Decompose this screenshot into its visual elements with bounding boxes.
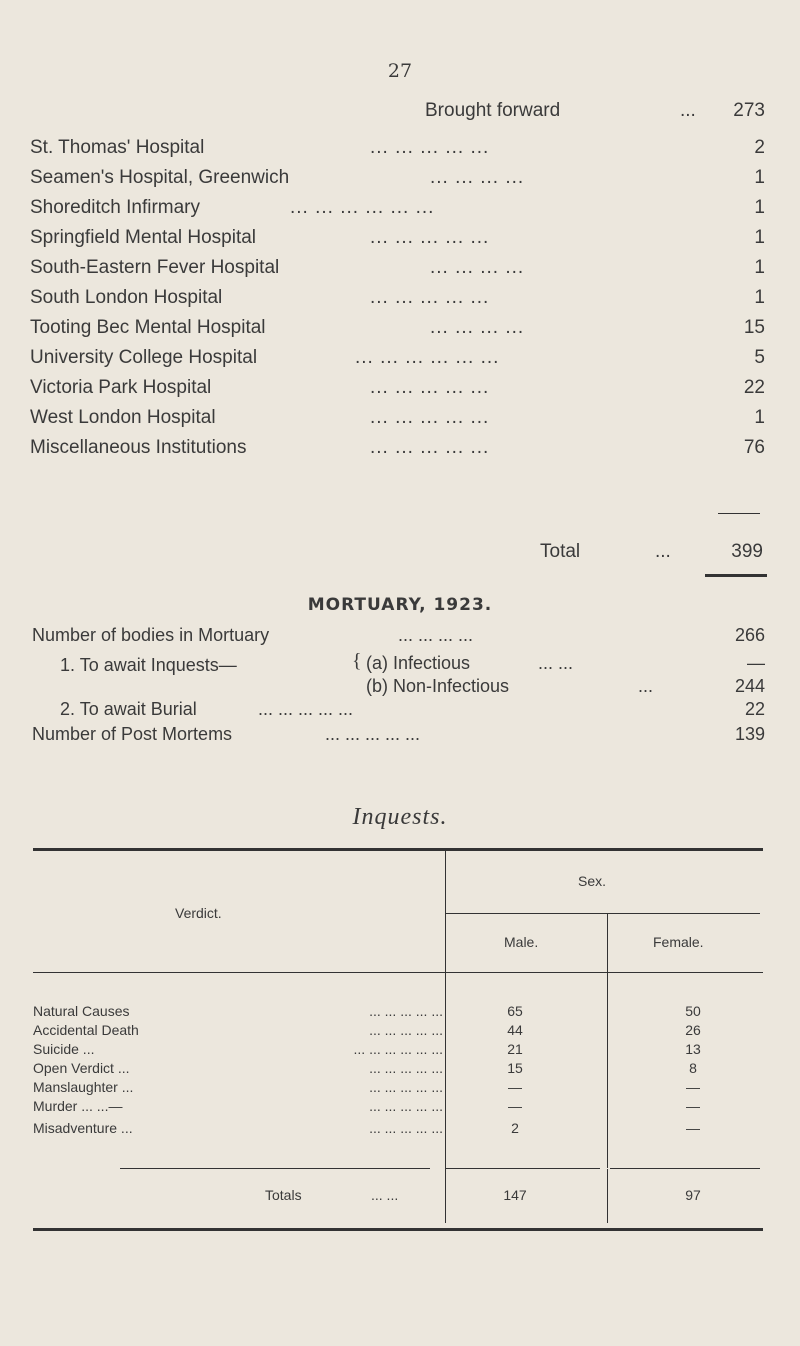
brace-icon: { <box>352 650 362 672</box>
female-cell: 13 <box>685 1041 701 1057</box>
hospital-name: Victoria Park Hospital <box>30 377 212 398</box>
leader-dots: ... ... ... ... ... <box>370 137 490 158</box>
male-cell: 2 <box>511 1120 519 1136</box>
mortuary-title: MORTUARY, 1923. <box>307 595 493 615</box>
hospital-row <box>30 317 765 347</box>
female-header: Female. <box>653 934 704 950</box>
leader-dots: ... ... ... ... ... <box>370 407 490 428</box>
verdict-cell: Suicide ... <box>33 1041 95 1057</box>
hospital-name: University College Hospital <box>30 347 258 368</box>
hospital-count: 2 <box>754 137 765 158</box>
noninfectious-label: (b) Non-Infectious <box>366 676 510 696</box>
female-cell: 26 <box>685 1022 701 1038</box>
hospital-count: 1 <box>754 197 765 218</box>
verdict-cell: Misadventure ... <box>33 1120 133 1136</box>
sex-header: Sex. <box>578 873 607 889</box>
verdict-cell: Accidental Death <box>33 1022 139 1038</box>
leader-dots: ... ... ... ... ... <box>258 699 354 719</box>
totals-row <box>33 1187 763 1203</box>
hospital-row <box>30 287 765 317</box>
leader-dots: ... ... ... ... <box>430 257 525 278</box>
table-row <box>33 1098 763 1114</box>
column-divider <box>445 851 446 973</box>
leader-dots: ... ... ... ... ... ... <box>353 1041 443 1057</box>
hospital-count: 5 <box>754 347 765 368</box>
hospital-row <box>30 347 765 377</box>
infectious-label: (a) Infectious <box>366 653 471 673</box>
hospital-count: 22 <box>743 377 765 398</box>
hospital-name: South London Hospital <box>30 287 223 308</box>
table-row <box>33 1041 763 1057</box>
male-cell: — <box>508 1079 522 1095</box>
leader-dots: ... ... ... ... ... <box>369 1060 443 1076</box>
leader-dots: ... ... ... ... ... <box>369 1079 443 1095</box>
hospital-name: South-Eastern Fever Hospital <box>30 257 280 278</box>
hospital-name: St. Thomas' Hospital <box>30 137 205 158</box>
female-cell: — <box>686 1120 700 1136</box>
leader-dots: ... ... ... ... ... <box>325 724 421 744</box>
hospital-count: 15 <box>743 317 765 338</box>
postmortems-value: 139 <box>734 724 765 744</box>
male-cell: 65 <box>507 1003 523 1019</box>
hospital-count: 76 <box>743 437 765 458</box>
hospital-name: Springfield Mental Hospital <box>30 227 257 248</box>
leader-dots: ... ... ... ... ... ... <box>290 197 435 218</box>
sex-divider <box>607 914 608 973</box>
hospital-row <box>30 137 765 167</box>
hospital-row <box>30 257 765 287</box>
sex-header-rule <box>445 913 760 914</box>
table-row <box>33 1120 763 1136</box>
bodies-label: Number of bodies in Mortuary <box>32 625 270 645</box>
hospital-name: Tooting Bec Mental Hospital <box>30 317 266 338</box>
noninfectious-value: 244 <box>734 676 765 696</box>
male-cell: 15 <box>507 1060 523 1076</box>
totals-rule <box>610 1168 760 1169</box>
male-header: Male. <box>504 934 539 950</box>
leader-dots: ... ... ... ... ... <box>370 287 490 308</box>
totals-male: 147 <box>503 1187 527 1203</box>
table-row <box>33 1060 763 1076</box>
hospital-count: 1 <box>754 227 765 248</box>
hospital-count: 1 <box>754 257 765 278</box>
page-number: 27 <box>387 60 413 82</box>
verdict-cell: Murder ... ...— <box>33 1098 123 1114</box>
totals-female: 97 <box>685 1187 701 1203</box>
total-label: Total <box>540 541 581 562</box>
leader-dots: ... ... ... ... <box>430 317 525 338</box>
inquests-await-label: 1. To await Inquests— <box>60 655 237 675</box>
leader-dots: ... ... ... ... <box>430 167 525 188</box>
burial-label: 2. To await Burial <box>60 699 197 719</box>
leader-dots: ... ... ... ... ... <box>370 377 490 398</box>
leader-dots: ... ... <box>538 653 574 673</box>
verdict-cell: Manslaughter ... <box>33 1079 134 1095</box>
leader-dots: ... ... ... ... ... <box>369 1120 443 1136</box>
female-cell: — <box>686 1098 700 1114</box>
male-cell: — <box>508 1098 522 1114</box>
table-top-rule <box>33 848 763 851</box>
hospital-name: Miscellaneous Institutions <box>30 437 247 458</box>
leader-dots: ... ... ... ... ... <box>369 1098 443 1114</box>
leader-dots: ... ... ... ... ... <box>369 1003 443 1019</box>
hospital-row <box>30 377 765 407</box>
table-row <box>33 1003 763 1019</box>
brought-forward-dots: ... <box>680 100 696 121</box>
brought-forward-value: 273 <box>733 100 765 121</box>
leader-dots: ... ... <box>371 1187 399 1203</box>
leader-dots: ... <box>638 676 654 696</box>
leader-dots: ... ... ... ... <box>398 625 474 645</box>
female-cell: 50 <box>685 1003 701 1019</box>
hospital-count: 1 <box>754 407 765 428</box>
verdict-cell: Open Verdict ... <box>33 1060 130 1076</box>
verdict-cell: Natural Causes <box>33 1003 130 1019</box>
table-bottom-rule <box>33 1228 763 1231</box>
hospital-count: 1 <box>754 287 765 308</box>
total-double-rule <box>705 574 767 577</box>
bodies-value: 266 <box>734 625 765 645</box>
leader-dots: ... ... ... ... ... <box>370 227 490 248</box>
female-cell: — <box>686 1079 700 1095</box>
leader-dots: ... ... ... ... ... <box>370 437 490 458</box>
total-dots: ... <box>655 541 671 562</box>
total-value: 399 <box>731 541 763 562</box>
subtotal-rule <box>718 513 760 514</box>
female-cell: 8 <box>689 1060 697 1076</box>
totals-rule <box>120 1168 430 1169</box>
male-cell: 44 <box>507 1022 523 1038</box>
inquests-title: Inquests. <box>352 804 448 830</box>
header-bottom-rule <box>33 972 763 973</box>
verdict-header: Verdict. <box>175 905 222 921</box>
totals-rule <box>445 1168 600 1169</box>
hospital-name: West London Hospital <box>30 407 216 428</box>
postmortems-label: Number of Post Mortems <box>32 724 233 744</box>
burial-value: 22 <box>744 699 765 719</box>
table-row <box>33 1022 763 1038</box>
hospital-row <box>30 437 765 467</box>
hospital-row <box>30 407 765 437</box>
leader-dots: ... ... ... ... ... ... <box>355 347 500 368</box>
totals-label: Totals <box>265 1187 302 1203</box>
table-row <box>33 1079 763 1095</box>
hospital-row <box>30 167 765 197</box>
infectious-value: — <box>747 653 765 673</box>
hospital-count: 1 <box>754 167 765 188</box>
male-cell: 21 <box>507 1041 523 1057</box>
leader-dots: ... ... ... ... ... <box>369 1022 443 1038</box>
hospital-row <box>30 227 765 257</box>
hospital-name: Shoreditch Infirmary <box>30 197 201 218</box>
hospital-row <box>30 197 765 227</box>
hospital-name: Seamen's Hospital, Greenwich <box>30 167 290 188</box>
brought-forward-label: Brought forward <box>425 100 561 121</box>
